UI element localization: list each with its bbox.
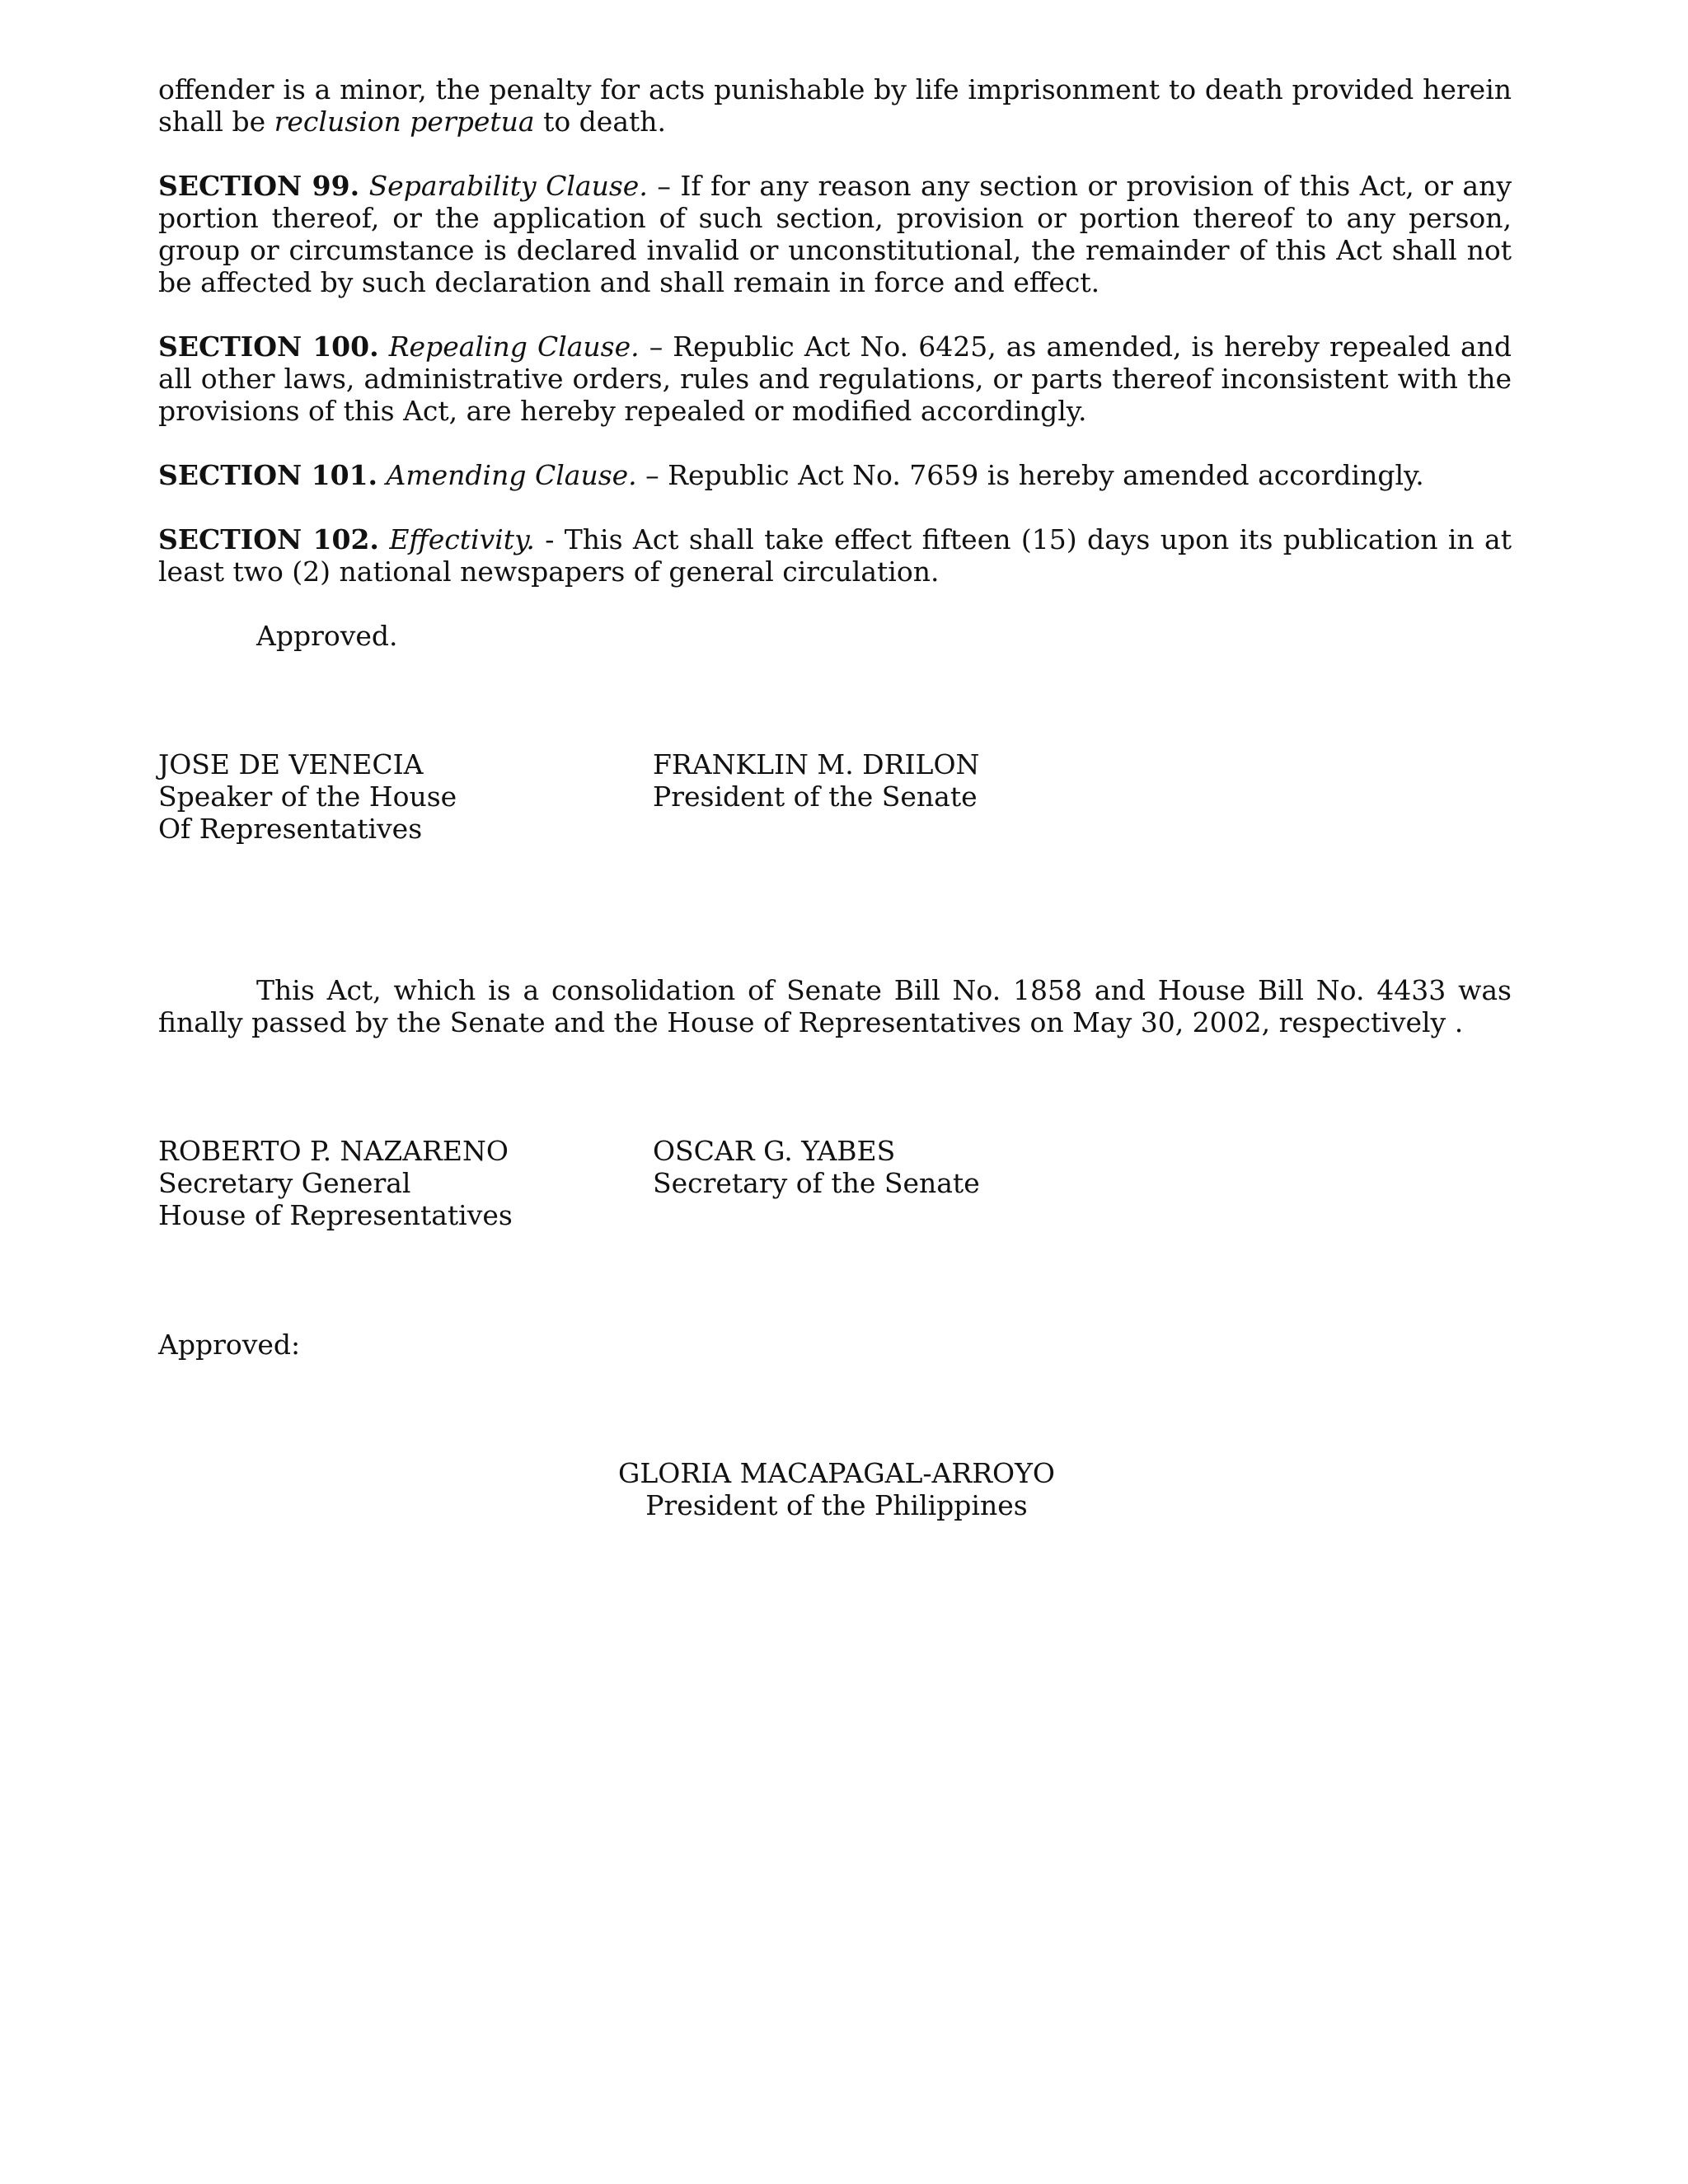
signatory-name: JOSE DE VENECIA xyxy=(158,748,424,780)
signatory-name: FRANKLIN M. DRILON xyxy=(653,748,980,780)
signatory-title: House of Representatives xyxy=(158,1199,513,1231)
section-label: SECTION 100. xyxy=(158,330,379,363)
signatory-title: Of Representatives xyxy=(158,813,423,845)
signatory-name: GLORIA MACAPAGAL-ARROYO xyxy=(618,1457,1055,1489)
signatory-name: ROBERTO P. NAZARENO xyxy=(158,1135,509,1167)
consolidation-paragraph: This Act, which is a consolidation of Senate Bill No. 1858 and House Bill No. 4433 was finally passed by the Senate and the House of Representatives on May 30, 2002, respectively . xyxy=(158,974,1512,1038)
section-body: – Republic Act No. 6425, as amended, is hereby repealed and all other laws, administrative orders, rules and regulations, or parts thereof inconsistent with the provisions of this Act, are hereby repealed or modified accordingly. xyxy=(158,330,1512,427)
section-title: Amending Clause. xyxy=(386,459,637,491)
paragraph-text: offender is a minor, the penalty for acts punishable by life imprisonment to death provided herein shall be xyxy=(158,73,1512,138)
section-label: SECTION 99. xyxy=(158,170,360,202)
signature-block-speaker xyxy=(158,748,457,845)
section-title: Repealing Clause. xyxy=(388,330,640,363)
signatory-title: Secretary of the Senate xyxy=(653,1167,980,1199)
paragraph-text: to death. xyxy=(534,105,667,138)
section-body: – If for any reason any section or provision of this Act, or any portion thereof, or the application of such section, provision or portion thereof to any person, group or circumstance is declared invalid or unconstitutional, the remainder of this Act shall not be affected by such declaration and shall remain in force and effect. xyxy=(158,170,1512,298)
section-label: SECTION 102. xyxy=(158,523,379,555)
signatory-title: Speaker of the House xyxy=(158,780,457,813)
section-100 xyxy=(158,330,1512,427)
signatory-title: President of the Philippines xyxy=(645,1489,1028,1521)
section-label: SECTION 101. xyxy=(158,459,378,491)
signatory-name: OSCAR G. YABES xyxy=(653,1135,896,1167)
paragraph-minor-penalty xyxy=(158,73,1512,138)
signature-block-president xyxy=(0,1457,1673,1521)
approved-line: Approved. xyxy=(256,620,398,652)
italic-term: reclusion perpetua xyxy=(274,105,535,138)
section-title: Effectivity. xyxy=(389,523,535,555)
signature-block-senate-secretary xyxy=(653,1135,980,1199)
section-body: - This Act shall take effect fifteen (15) days upon its publication in at least two (2) national newspapers of general circulation. xyxy=(158,523,1512,588)
signatory-title: Secretary General xyxy=(158,1167,411,1199)
section-99 xyxy=(158,170,1512,298)
signature-block-senate-president xyxy=(653,748,979,813)
section-title: Separability Clause. xyxy=(368,170,648,202)
signature-block-secretary-general xyxy=(158,1135,513,1231)
section-body: – Republic Act No. 7659 is hereby amended accordingly. xyxy=(636,459,1424,491)
section-101 xyxy=(158,459,1512,491)
signatory-title: President of the Senate xyxy=(653,780,978,813)
approved-colon-line: Approved: xyxy=(158,1329,301,1361)
section-102 xyxy=(158,523,1512,588)
